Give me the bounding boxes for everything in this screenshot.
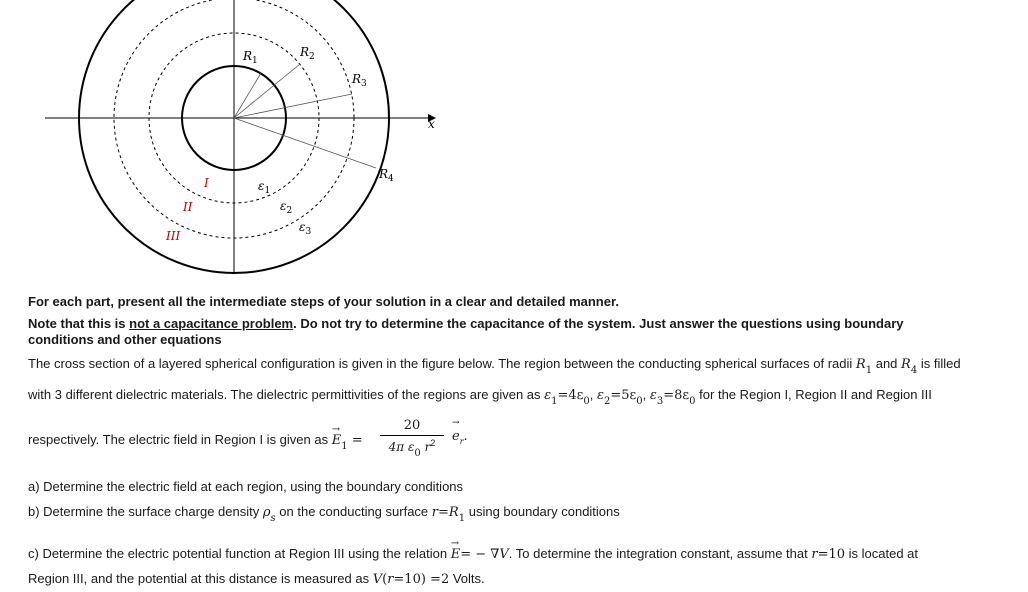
label-region-1: I [204, 176, 209, 190]
label-r1: $R_1$ [243, 49, 258, 66]
label-r4: $R_4$ [379, 167, 394, 184]
field-numerator: 20 [403, 418, 421, 433]
radius-r3 [234, 94, 352, 118]
instruction-line-3: conditions and other equations [28, 332, 222, 347]
label-eps-3: $\varepsilon_3$ [299, 220, 312, 237]
label-region-2: II [183, 200, 193, 214]
question-a: a) Determine the electric field at each region, using the boundary conditions [28, 479, 464, 494]
instruction-line-1: For each part, present all the intermediate steps of your solution in a clear and detailed manner. [28, 294, 619, 309]
radius-r2 [234, 64, 300, 118]
spherical-layers-figure [0, 0, 460, 280]
label-r3: $R_3$ [352, 72, 367, 89]
radius-r4 [234, 118, 376, 168]
question-b: b) Determine the surface charge density $\rho_s$ on the conducting surface $r=R_1$ using boundary conditions [28, 504, 620, 524]
label-region-3: III [166, 229, 181, 243]
label-r2: $R_2$ [300, 45, 315, 62]
question-c-line-2: Region III, and the potential at this distance is measured as V(r=10) =2 Volts. [28, 571, 485, 587]
field-fraction [380, 418, 444, 459]
underlined-phrase: not a capacitance problem [129, 316, 294, 331]
problem-line-1: The cross section of a layered spherical configuration is given in the figure below. The region between the conducting spherical surfaces of radii $R_1$ and $R_4$ is filled [28, 356, 961, 376]
question-c-line-1: c) Determine the electric potential function at Region III using the relation E → = − ∇V. To determine the integration constant, assume that r=10 is located at [28, 538, 918, 562]
radius-r1 [234, 73, 261, 118]
label-x-axis: x [428, 117, 435, 131]
instruction-line-2: Note that this is not a capacitance problem. Do not try to determine the capacitance of the system. Just answer the questions using boundary [28, 316, 904, 331]
field-denominator: 4π $\varepsilon_0$ $r^2$ [388, 438, 436, 459]
field-unit-vector: e → $_r$. [452, 418, 468, 446]
label-eps-2: $\varepsilon_2$ [280, 199, 293, 216]
problem-line-3: respectively. The electric field in Region I is given as E → $_1$ = [28, 424, 363, 452]
label-eps-1: $\varepsilon_1$ [258, 179, 271, 196]
problem-line-2: with 3 different dielectric materials. The dielectric permittivities of the regions are given as $\varepsilon_1=4\varepsilon_0$, $\varepsilon_2=5\varepsilon_0$, $\varepsilon_3=8\varepsilon_0$ for the Region I, Region II and Region III [28, 387, 932, 407]
